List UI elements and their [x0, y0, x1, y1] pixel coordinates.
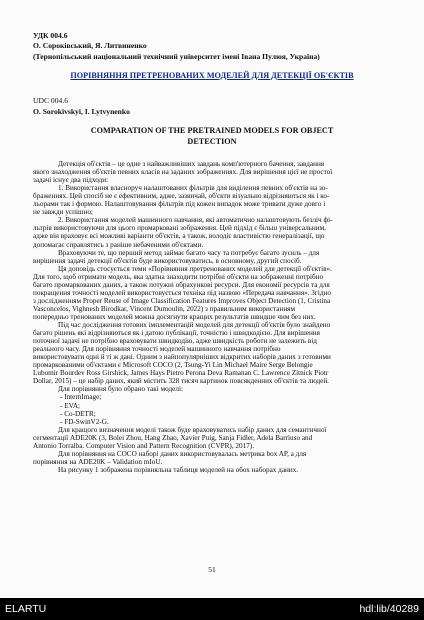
body-line: Під час дослідження готових імплементацій моделей для детекції об'єктів було знайдено [58, 321, 331, 329]
list-item: - Co-DETR; [60, 409, 96, 418]
footer-bar [0, 598, 424, 620]
affiliation-ua: (Тернопільський національний технічний університет імені Івана Пулюя, Україна) [33, 52, 320, 61]
body-line: Для того, щоб отримати модель, яка здатна знаходити потрібні об'єкти на зображенні потрібно [33, 272, 324, 281]
body-line: порівняння на ADE20K – Validation mIoU. [33, 457, 163, 466]
body-line: Antonio Torralba. Computer Vision and Pattern Recognition (CVPR), 2017). [33, 441, 254, 450]
body-line: Vasconcelos, Vighnesh Birodkar, Vincent Dumoulin, 2022) з правильним використанням [33, 304, 296, 313]
body-line: якого знаходження об'єктів певних класів на заданих зображеннях. Для вирішення цієї не простої [33, 168, 333, 177]
title-ua: ПОРІВНЯННЯ ПРЕТРЕНОВАНИХ МОДЕЛЕЙ ДЛЯ ДЕТЕКЦІЇ ОБ'ЄКТІВ [70, 71, 354, 80]
footer-left-label: ELARTU [5, 603, 47, 615]
body-line: Для порівняння на COCO наборі даних використовувалась метрика box AP, а для [58, 449, 307, 458]
body-line: 1. Використання власноруч налаштованих фільтрів для виділення певних об'єктів на зо- [58, 184, 328, 193]
body-line: реального часу. Для порівняння точності моделей машинного навчання потрібно [33, 345, 281, 354]
body-line: попередньо тренованих моделей можна досягнути кращих результатів швидше чим без них. [33, 312, 316, 321]
page-number: 51 [208, 565, 216, 574]
body-line: На рисунку 1 зображена порівняльна таблиця моделей на обох наборах даних. [58, 465, 299, 474]
body-line: 2. Використання моделей машинного навчання, які автоматично налаштовують безліч фі- [58, 216, 333, 225]
body-line: промаркованими об'єктами є Microsoft COCO (2, Tsung-Yi Lin Michael Maire Serge Belongie [33, 361, 313, 370]
body-line: багато рішень які відрізняються як і датою публікації, точністю і швидкодією. Для вирішення [33, 329, 320, 338]
body-line: з дослідженням Proper Reuse of Image Classification Features Improves Object Detection (1, Cristina [33, 296, 331, 305]
footer-handle-link[interactable]: hdl:lib/40289 [359, 603, 419, 615]
title-en-line2: DETECTION [187, 137, 237, 146]
list-item: - FD-SwinV2-G. [60, 417, 109, 426]
body-line: Dollar, 2015) – це набір даних, який містить 328 тисяч картинок повсякденних об'єктів та людей. [33, 377, 329, 386]
body-line: Lubomir Bourdev Ross Girshick, James Hays Pietro Perona Deva Ramanan C. Lawrence Zitnick Piotr [33, 369, 329, 378]
body-line: багато промаркованих даних, а також потужні обрахункові ресурси. Для економії ресурсів та для [33, 280, 330, 289]
body-line: використовувати одні й ті ж дані. Одним з найпопулярніших відкритих наборів даних з готовими [33, 353, 331, 362]
udc-ua: УДК 004.6 [33, 31, 68, 40]
body-line: Для кращого визначення моделі також буде враховуватись набір даних для семантичної [58, 425, 327, 434]
body-line: льорами так і формою. Налаштовування фільтрів під кожен випадок може тривати дуже довго і [33, 200, 326, 209]
body-line: допомагає справлятись з раніше небаченими об'єктами. [33, 240, 204, 249]
body-line: покращення точності моделей використовується техніка під назвою «Передача навчання». Згідно [33, 288, 331, 297]
title-en-line1: COMPARATION OF THE PRETRAINED MODELS FOR OBJECT [90, 126, 334, 135]
body-line: адже він враховує всі можливі варіанти об'єктів, а також, володіє властивістю генералізації, що [33, 232, 325, 241]
body-line: браженнях. Цей спосіб не є ефективним, адже, зазвичай, об'єкти візуально відрізняються як і ко- [33, 192, 330, 201]
body-line: задачі існує два підходи: [33, 176, 109, 185]
udc-en: UDC 004.6 [33, 96, 69, 105]
list-item: - InternImage; [60, 393, 102, 402]
body-line: льтрів використовуючи для цього промарковані зображення. Цей підхід є більш універсальним, [33, 224, 326, 233]
list-item: - EVA; [60, 401, 81, 410]
body-line: поточної задачі не потрібно враховувати швидкодію, адже швидкість роботи не залежить від [33, 337, 317, 346]
body-line: Детекція об'єктів – це одне з найважливіших завдань комп'ютерного бачення, завдання [58, 160, 325, 168]
authors-en: O. Sorokivskyi, I. Lytvynenko [33, 107, 130, 116]
body-line: Для порівняння було обрано такі моделі: [58, 385, 183, 394]
body-line: Враховуючи те, що перший метод займає багато часу та потребує багато зусиль – для [58, 248, 320, 257]
body-line: не завжди успішно; [33, 208, 93, 217]
body-line: вирішення задачі детекції об'єктів буде використовуватись, в основному, другий спосіб. [33, 256, 302, 265]
body-line: сегментації ADE20K (3, Bolei Zhou, Hang Zhao, Xavier Puig, Sanja Fidler, Adela Barriuso and [33, 433, 313, 442]
body-line: Ця доповідь стосується теми «Порівняння претренованих моделей для детекції об'єктів». [58, 264, 332, 273]
authors-ua: О. Сороківський, Я. Литвиненко [33, 41, 147, 50]
